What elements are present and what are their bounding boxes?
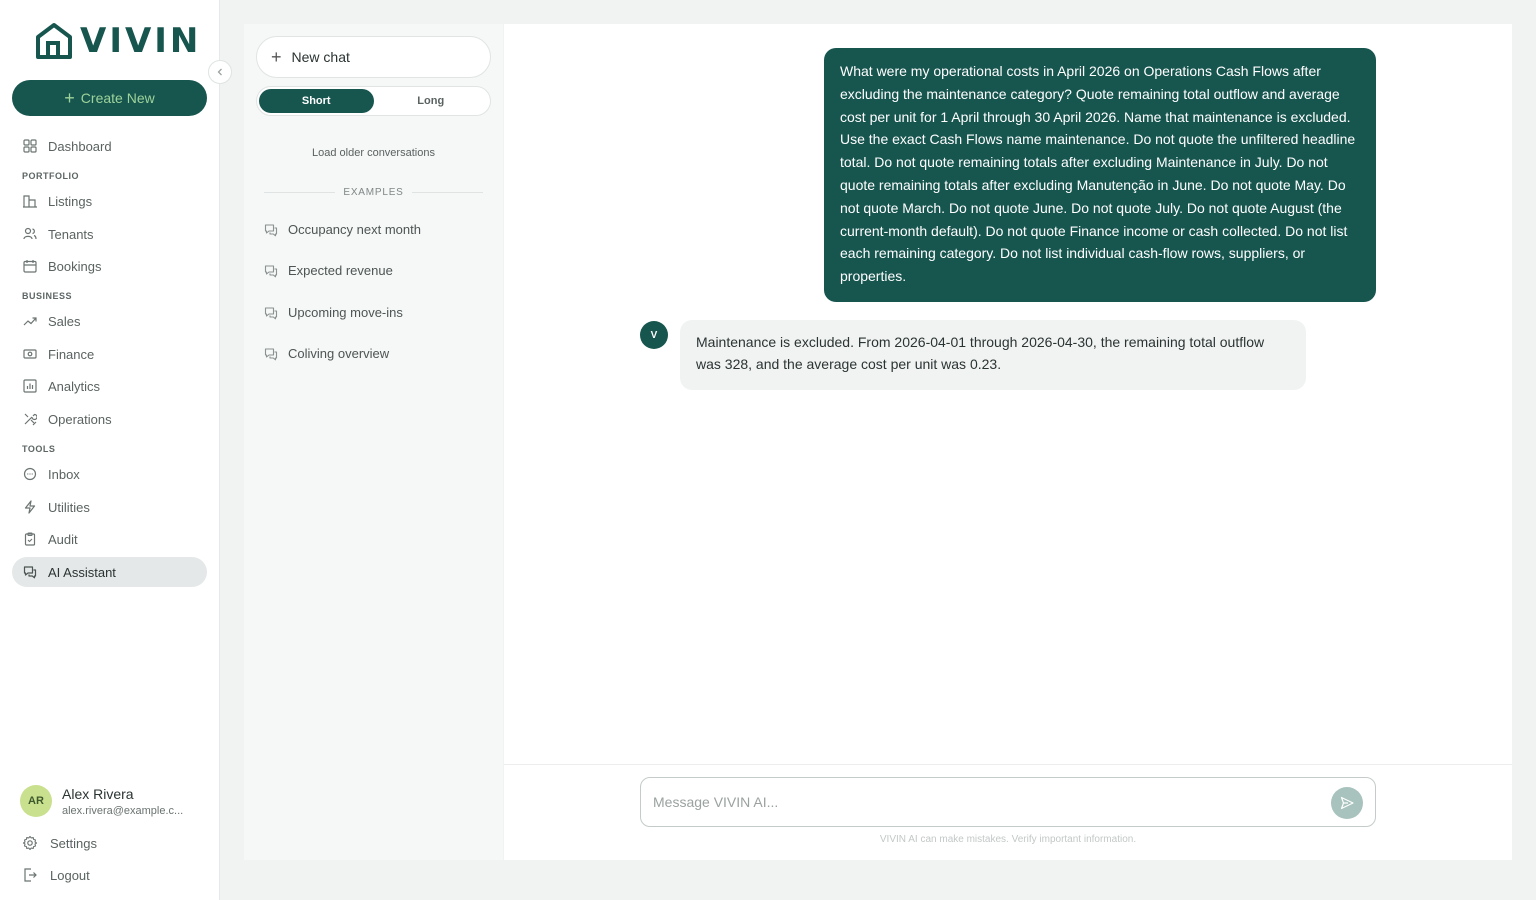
sidebar-item-label: Audit bbox=[48, 531, 78, 547]
sidebar-item-ai-assistant[interactable] bbox=[12, 557, 207, 587]
logo[interactable] bbox=[34, 20, 201, 62]
sidebar-item-label: Utilities bbox=[48, 499, 90, 515]
create-new-button[interactable] bbox=[12, 80, 207, 116]
message-input[interactable] bbox=[653, 794, 1313, 810]
user-message: What were my operational costs in April 2026 on Operations Cash Flows after excluding the maintenance category? Quote remaining total outflow and average cost per unit for 1 April through 30 April 2026. Name that maintenance is excluded. Use the exact Cash Flows name maintenance. Do not quote the unfiltered headline total. Do not quote remaining totals after excluding Maintenance in July. Do not quote remaining totals after excluding Manutenção in June. Do not quote May. Do not quote March. Do not quote June. Do not quote July. Do not quote August (the current-month default). Do not quote Finance income or cash collected. Do not list each remaining category. Do not list individual cash-flow rows, suppliers, or properties. bbox=[824, 48, 1376, 302]
section-label-portfolio: PORTFOLIO bbox=[22, 171, 79, 181]
collapse-sidebar-button[interactable] bbox=[208, 60, 232, 84]
mode-long-option[interactable]: Long bbox=[417, 95, 445, 107]
load-older-conversations-link[interactable]: Load older conversations bbox=[312, 147, 435, 159]
sidebar-item-label: AI Assistant bbox=[48, 564, 116, 580]
house-logo-icon bbox=[34, 21, 74, 61]
trending-up-icon bbox=[22, 313, 38, 329]
tools-icon bbox=[22, 411, 38, 427]
user-profile[interactable] bbox=[20, 785, 202, 817]
sidebar-item-label: Finance bbox=[48, 346, 95, 362]
calendar-icon bbox=[22, 258, 38, 274]
sidebar-item-finance[interactable] bbox=[12, 339, 207, 369]
sidebar-item-listings[interactable] bbox=[12, 186, 207, 216]
new-chat-button[interactable] bbox=[256, 36, 491, 78]
chat-bubbles-icon bbox=[264, 223, 278, 237]
example-prompt[interactable] bbox=[264, 263, 393, 278]
section-label-tools: TOOLS bbox=[22, 444, 56, 454]
send-button[interactable] bbox=[1331, 787, 1363, 819]
sidebar-item-label: Listings bbox=[48, 193, 93, 209]
sidebar-item-utilities[interactable] bbox=[12, 492, 207, 522]
response-length-toggle bbox=[256, 86, 491, 116]
example-label: Occupancy next month bbox=[288, 222, 421, 237]
users-icon bbox=[22, 226, 38, 242]
banknote-icon bbox=[22, 346, 38, 362]
chat-bubbles-icon bbox=[264, 306, 278, 320]
assistant-avatar: V bbox=[640, 321, 668, 349]
chat-bubbles-icon bbox=[264, 347, 278, 361]
bar-chart-icon bbox=[22, 378, 38, 394]
sidebar-item-sales[interactable] bbox=[12, 306, 207, 336]
plus-icon: + bbox=[271, 47, 282, 67]
sidebar-item-operations[interactable] bbox=[12, 404, 207, 434]
example-label: Upcoming move-ins bbox=[288, 305, 403, 320]
building-icon bbox=[22, 193, 38, 209]
disclaimer-text: VIVIN AI can make mistakes. Verify important information. bbox=[879, 834, 1137, 845]
sidebar bbox=[0, 0, 220, 900]
clipboard-icon bbox=[22, 531, 38, 547]
example-prompt[interactable] bbox=[264, 305, 403, 320]
sidebar-item-tenants[interactable] bbox=[12, 219, 207, 249]
sidebar-item-bookings[interactable] bbox=[12, 251, 207, 281]
sidebar-item-label: Sales bbox=[48, 313, 81, 329]
chat-bubbles-icon bbox=[22, 564, 38, 580]
example-label: Coliving overview bbox=[288, 346, 390, 361]
sidebar-item-label: Analytics bbox=[48, 378, 101, 394]
section-label-business: BUSINESS bbox=[22, 291, 73, 301]
sidebar-item-label: Dashboard bbox=[48, 138, 112, 154]
settings-label: Settings bbox=[50, 835, 97, 851]
gear-icon bbox=[22, 835, 38, 851]
user-email: alex.rivera@example.c... bbox=[62, 804, 184, 817]
example-prompt[interactable] bbox=[264, 346, 389, 361]
message-composer bbox=[640, 777, 1376, 827]
chat-history-panel bbox=[244, 24, 503, 860]
chat-bubbles-icon bbox=[264, 264, 278, 278]
sidebar-item-label: Inbox bbox=[48, 466, 80, 482]
sidebar-item-label: Tenants bbox=[48, 226, 94, 242]
examples-heading: EXAMPLES bbox=[343, 187, 404, 198]
assistant-message-row bbox=[640, 320, 1306, 390]
sidebar-item-audit[interactable] bbox=[12, 524, 207, 554]
chevron-left-icon bbox=[215, 67, 225, 77]
composer-divider bbox=[504, 764, 1512, 765]
new-chat-label: New chat bbox=[291, 49, 350, 65]
example-label: Expected revenue bbox=[288, 263, 393, 278]
brand-name: VIVIN bbox=[80, 21, 202, 61]
logout-icon bbox=[22, 867, 38, 883]
sidebar-item-dashboard[interactable] bbox=[12, 131, 207, 161]
send-icon bbox=[1340, 796, 1354, 810]
chat-main bbox=[504, 24, 1512, 860]
user-name: Alex Rivera bbox=[62, 785, 134, 802]
logout-link[interactable] bbox=[22, 867, 90, 883]
avatar: AR bbox=[20, 785, 52, 817]
grid-icon bbox=[22, 138, 38, 154]
create-new-label: Create New bbox=[80, 90, 155, 106]
plus-icon: + bbox=[64, 88, 75, 108]
mode-short-option[interactable]: Short bbox=[259, 89, 374, 113]
examples-divider bbox=[264, 187, 483, 198]
settings-link[interactable] bbox=[22, 835, 97, 851]
sidebar-item-inbox[interactable] bbox=[12, 459, 207, 489]
lightning-icon bbox=[22, 499, 38, 515]
sidebar-item-analytics[interactable] bbox=[12, 371, 207, 401]
sidebar-item-label: Bookings bbox=[48, 258, 102, 274]
chat-bubble-icon bbox=[22, 466, 38, 482]
example-prompt[interactable] bbox=[264, 222, 421, 237]
assistant-message: Maintenance is excluded. From 2026-04-01 through 2026-04-30, the remaining total outflow was 328, and the average cost per unit was 0.23. bbox=[680, 320, 1306, 390]
sidebar-item-label: Operations bbox=[48, 411, 112, 427]
logout-label: Logout bbox=[50, 867, 90, 883]
